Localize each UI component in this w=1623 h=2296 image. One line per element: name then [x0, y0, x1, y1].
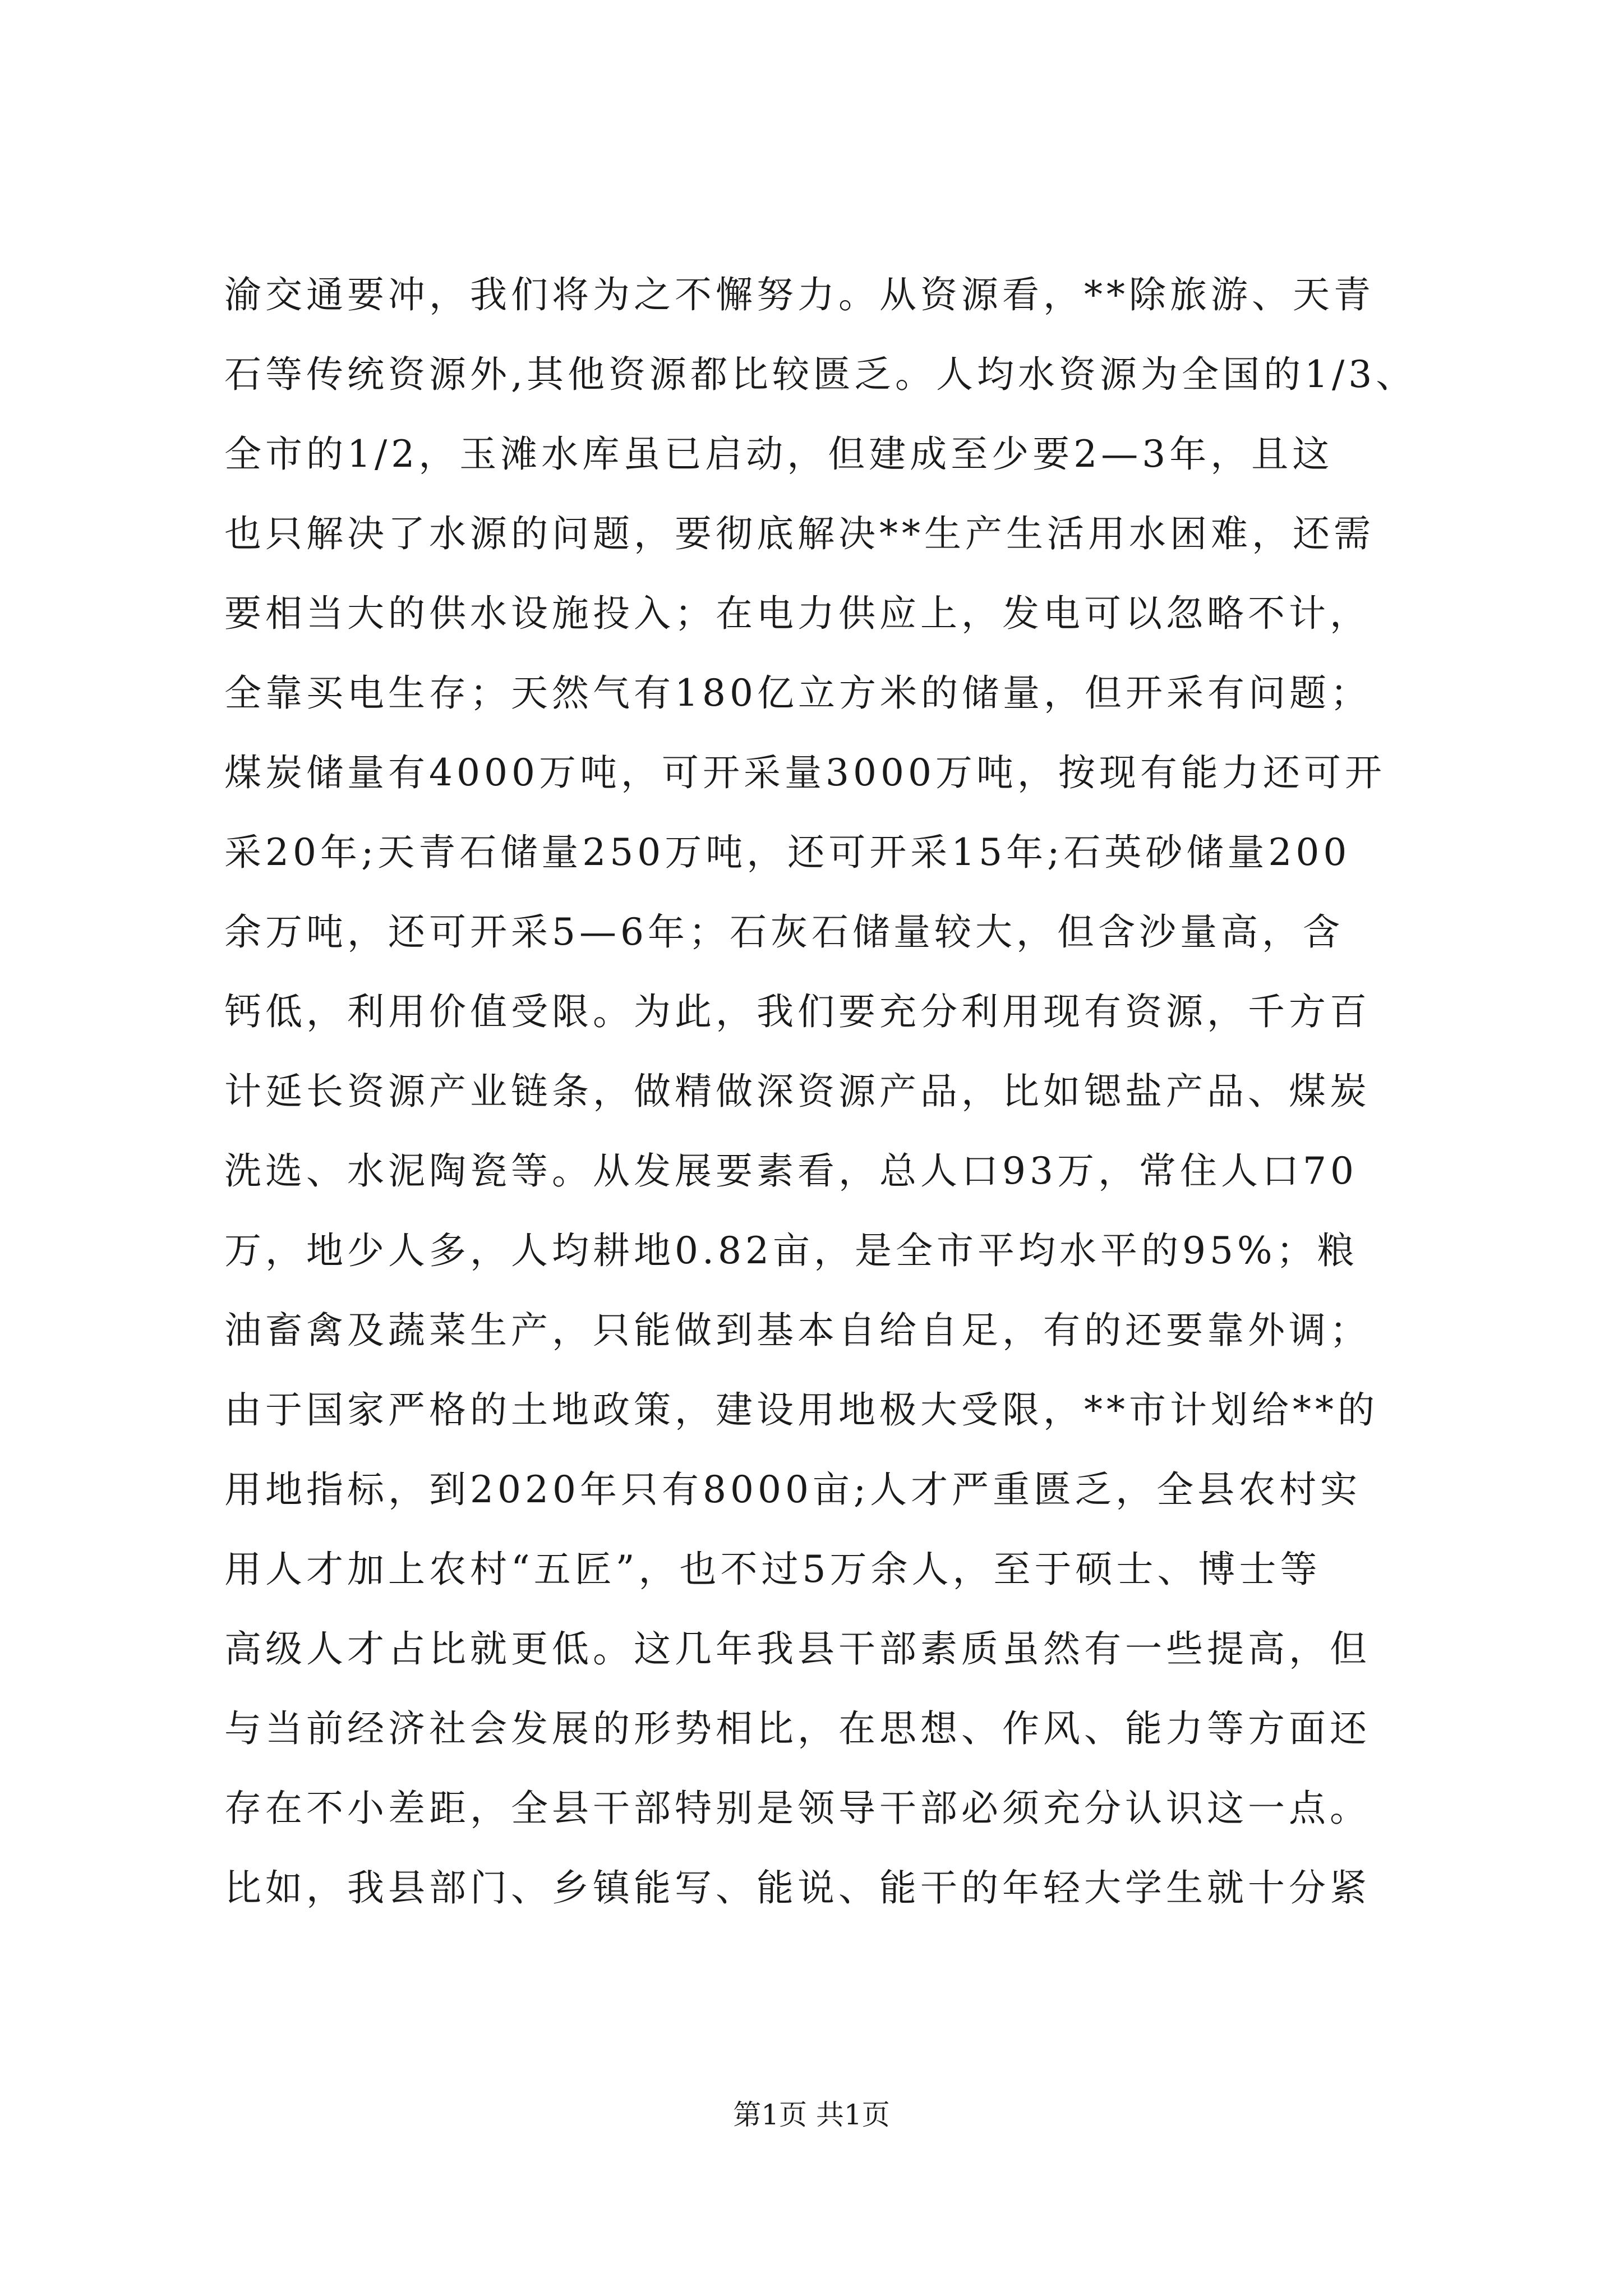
text-line: 钙低，利用价值受限。为此，我们要充分利用现有资源，千方百: [224, 990, 1371, 1033]
text-line: 万，地少人多，人均耕地0.82亩，是全市平均水平的95%；粮: [224, 1229, 1358, 1272]
text-line: 要相当大的供水设施投入；在电力供应上，发电可以忽略不计，: [224, 592, 1371, 635]
text-line: 用人才加上农村“五匠”，也不过5万余人，至于硕士、博士等: [224, 1548, 1321, 1591]
text-line: 洗选、水泥陶瓷等。从发展要素看，总人口93万，常住人口70: [224, 1149, 1358, 1193]
text-line: 与当前经济社会发展的形势相比，在思想、作风、能力等方面还: [224, 1707, 1371, 1750]
text-line: 比如，我县部门、乡镇能写、能说、能干的年轻大学生就十分紧: [224, 1866, 1371, 1910]
text-line: 石等传统资源外,其他资源都比较匮乏。人均水资源为全国的1/3、: [224, 353, 1417, 396]
text-line: 余万吨，还可开采5—6年；石灰石储量较大，但含沙量高，含: [224, 910, 1344, 954]
body-text: [224, 255, 1417, 1928]
text-line: 计延长资源产业链条，做精做深资源产品，比如锶盐产品、煤炭: [224, 1070, 1371, 1113]
text-line: 由于国家严格的土地政策，建设用地极大受限，**市计划给**的: [224, 1388, 1378, 1432]
text-line: 也只解决了水源的问题，要彻底解决**生产生活用水困难，还需: [224, 512, 1375, 555]
text-line: 用地指标，到2020年只有8000亩;人才严重匮乏，全县农村实: [224, 1468, 1362, 1511]
text-line: 渝交通要冲，我们将为之不懈努力。从资源看，**除旅游、天青: [224, 273, 1375, 316]
text-line: 高级人才占比就更低。这几年我县干部素质虽然有一些提高，但: [224, 1627, 1371, 1671]
text-line: 全靠买电生存；天然气有180亿立方米的储量，但开采有问题；: [224, 671, 1371, 715]
text-line: 全市的1/2，玉滩水库虽已启动，但建成至少要2—3年，且这: [224, 432, 1334, 476]
text-line: 油畜禽及蔬菜生产，只能做到基本自给自足，有的还要靠外调；: [224, 1309, 1371, 1352]
text-line: 煤炭储量有4000万吨，可开采量3000万吨，按现有能力还可开: [224, 751, 1386, 794]
text-line: 采20年;天青石储量250万吨，还可开采15年;石英砂储量200: [224, 831, 1351, 874]
text-line: 存在不小差距，全县干部特别是领导干部必须充分认识这一点。: [224, 1787, 1371, 1830]
page-number-footer: 第1页 共1页: [733, 2099, 890, 2131]
